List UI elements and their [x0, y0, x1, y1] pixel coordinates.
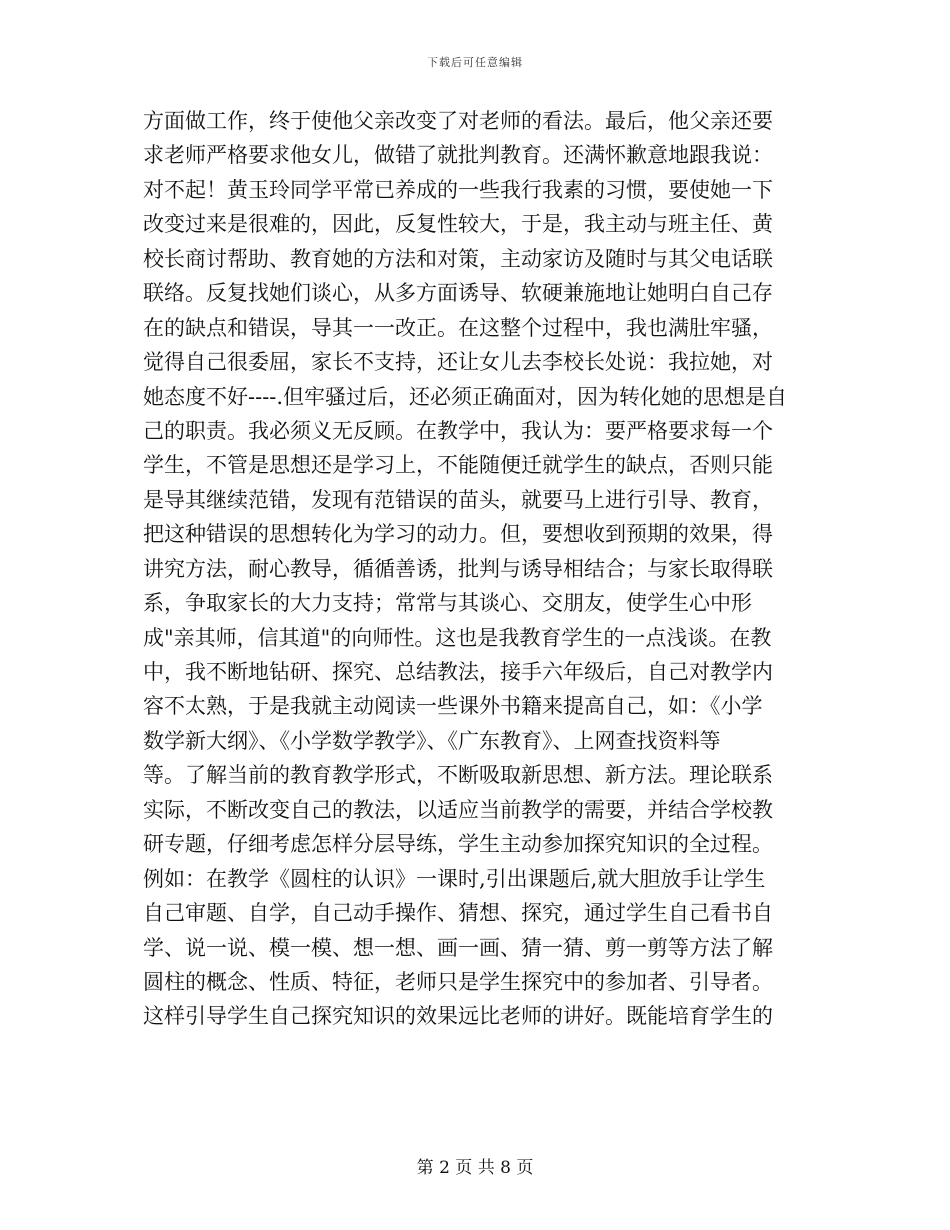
text-line: 成"亲其师，信其道"的向师性。这也是我教育学生的一点浅谈。在教: [143, 625, 772, 650]
text-line: 在的缺点和错误，导其一一改正。在这整个过程中，我也满肚牢骚，: [143, 315, 773, 340]
text-line: 求老师严格要求他女儿，做错了就批判教育。还满怀歉意地跟我说：: [143, 143, 773, 168]
text-line: 数学新大纲》、《小学数学教学》、《广东教育》、上网查找资料等: [143, 728, 721, 753]
text-line: 联络。反复找她们谈心，从多方面诱导、软硬兼施地让她明白自己存: [143, 281, 773, 306]
text-line: 容不太熟，于是我就主动阅读一些课外书籍来提高自己，如：《小学: [143, 694, 763, 719]
text-line: 是导其继续范错，发现有范错误的苗头，就要马上进行引导、教育，: [143, 487, 773, 512]
text-line: 对不起！黄玉玲同学平常已养成的一些我行我素的习惯，要使她一下: [143, 177, 773, 202]
text-line: 讲究方法，耐心教导，循循善诱，批判与诱导相结合；与家长取得联: [143, 556, 773, 581]
text-line: 觉得自己很委屈，家长不支持，还让女儿去李校长处说：我拉她，对: [143, 350, 773, 375]
text-line: 圆柱的概念、性质、特征，老师只是学生探究中的参加者、引导者。: [143, 969, 773, 994]
page-header: 下载后可任意编辑: [427, 56, 523, 69]
page-number: 第 2 页 共 8 页: [416, 1158, 534, 1178]
text-line: 改变过来是很难的，因此，反复性较大，于是，我主动与班主任、黄: [143, 212, 773, 237]
text-line: 校长商讨帮助、教育她的方法和对策，主动家访及随时与其父电话联: [143, 246, 773, 271]
text-line: 这样引导学生自己探究知识的效果远比老师的讲好。既能培育学生的: [143, 1004, 773, 1029]
text-line: 实际，不断改变自己的教法，以适应当前教学的需要，并结合学校教: [143, 797, 773, 822]
text-line: 中，我不断地钻研、探究、总结教法，接手六年级后，自己对教学内: [143, 660, 773, 684]
text-line: 己的职责。我必须义无反顾。在教学中，我认为：要严格要求每一个: [143, 418, 773, 443]
text-line: 她态度不好----.但牢骚过后，还必须正确面对，因为转化她的思想是自: [143, 384, 788, 409]
text-line: 学生，不管是思想还是学习上，不能随便迁就学生的缺点，否则只能: [143, 453, 773, 478]
text-line: 自己审题、自学，自己动手操作、猜想、探究，通过学生自己看书自: [143, 901, 773, 926]
text-line: 例如：在教学《圆柱的认识》一课时,引出课题后,就大胆放手让学生: [143, 866, 766, 891]
text-line: 研专题，仔细考虑怎样分层导练，学生主动参加探究知识的全过程。: [143, 832, 773, 857]
text-line: 等。了解当前的教育教学形式，不断吸取新思想、新方法。理论联系: [143, 763, 773, 788]
text-line: 系，争取家长的大力支持；常常与其谈心、交朋友，使学生心中形: [143, 591, 752, 616]
text-line: 把这种错误的思想转化为学习的动力。但，要想收到预期的效果，得: [143, 522, 773, 547]
text-line: 方面做工作，终于使他父亲改变了对老师的看法。最后，他父亲还要: [143, 109, 773, 133]
body-text: [143, 104, 803, 1034]
text-line: 学、说一说、模一模、想一想、画一画、猜一猜、剪一剪等方法了解: [143, 935, 773, 960]
